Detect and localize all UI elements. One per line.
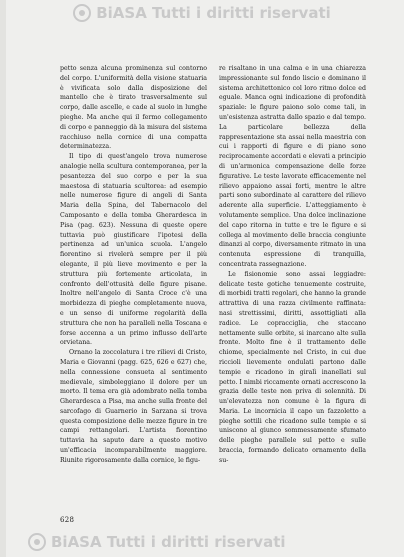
page-number: 628 — [60, 516, 75, 524]
left-column — [60, 64, 207, 466]
page-binding-edge — [0, 0, 6, 557]
left-paragraph-3: Ornano la zoccolatura i tre rilievi di Cristo, Maria e Giovanni (pagg. 625, 626 e 627) che, nella connessione consueta al sentimento medievale, simboleggiano il dolore per un morto. Il tema era già adombrato nella tomba Gherardesca a Pisa, ma anche sulla fronte del sarcofago di Guarnerio in Sarzana si trova questa composizione delle mezze figure in tre campi rettangolari. L'artista fiorentino tuttavia ha saputo dare a questo motivo un'efficacia incomparabilmente maggiore. Riunite rigorosamente dalla cornice, le figu- — [60, 349, 207, 464]
biasa-logo-icon — [73, 4, 91, 22]
watermark-top-text: BiASA Tutti i diritti riservati — [96, 4, 331, 22]
right-column — [219, 64, 366, 466]
watermark-bottom — [0, 532, 404, 552]
watermark-bottom-text: BiASA Tutti i diritti riservati — [51, 533, 286, 551]
left-paragraph-2: Il tipo di quest'angelo trova numerose analogie nella scultura contemporanea, per la pesantezza del suo corpo e per la sua maestosa di statuaria scultorea: ad esempio nelle numerose figure di angeli di Santa Maria della Spina, del Tabernacolo del Camposanto e della tomba Gherardesca in Pisa (pag. 623). Nessuna di queste opere tuttavia può giustificare l'ipotesi della pertinenza ad un'unica scuola. L'angelo fiorentino si rivelerà sempre per il più elegante, il più lieve movimento e per la struttura più fortemente articolata, in confronto dell'ottusità delle figure pisane. Inoltre nell'angelo di Santa Croce c'è una morbidezza di pieghe completamente nuova, e un senso di uniforme regolarità della struttura che non ha paralleli nella Toscana e forse accenna a un primo influsso dell'arte orvietana. — [60, 153, 207, 347]
biasa-logo-icon — [28, 533, 46, 551]
right-paragraph-2: Le fisionomie sono assai leggiadre: delicate teste gotiche tenuemente costruite, di morbidi tratti regolari, che hanno la grande attrattiva di una razza civilmente raffinata: nasi strettissimi, diritti, assottigliati alla radice. Le copracciglia, che staccano nettamente sulle orbite, si inarcano alte sulla fronte. Molto fine è il trattamento delle chiome, specialmente nel Cristo, in cui due riccioli lievemente ondulati partono dalle tempie e ricadono in giralì inanellati sul petto. I nimbi riccamente ornati accrescono la grazia delle teste non priva di solennità. Di un'elevatezza non comune è la figura di Maria. Le incornicia il capo un fazzoletto a pieghe sottili che ricadono sulle tempie e si uniscono al giunco sommessamente sfumato delle pieghe parallele sul petto e sulle braccia, formando delicato ornamento della su- — [219, 270, 366, 464]
column-gutter — [208, 64, 218, 534]
right-paragraph-1: re risaltano in una calma e in una chiarezza impressionante sul fondo liscio e dominano il sistema architettonico col loro ritmo dolce ed eguale. Manca ogni indicazione di profondità spaziale: le figure paiono solo come tali, in un'esistenza astratta dallo spazio e dal tempo. La particolare bellezza della rappresentazione sta assai nella maestria con cui i rapporti di figure e di piano sono reciprocamente accordati e elevati a principio di un'armonica compensazione delle forze figurative. Le teste lavorate efficacemente nel rilievo appaiono assai forti, mentre le altre parti sono subordinate al carattere del rilievo aderente alla superficie. L'atteggiamento è volutamente semplice. Una dolce inclinazione del capo ritorna in tutte e tre le figure e si collega al movimento delle braccia congiunte dinanzi al corpo, diversamente ritmato in una contenuta espressione di tranquilla, concentrata rassegnazione. — [219, 65, 366, 268]
watermark-top — [0, 3, 404, 23]
left-paragraph-1: petto senza alcuna prominenza sul contorno del corpo. L'uniformità della visione statuaria è vivificata solo dalla disposizione del mantello che è tirato trasversalmente sul corpo, dalle ascelle, e cade al suolo in lunghe pieghe. Ma anche qui il fermo collegamento di corpo e panneggio dà la misura del sistema racchiuso nella cornice di una compatta determinatezza. — [60, 65, 207, 151]
